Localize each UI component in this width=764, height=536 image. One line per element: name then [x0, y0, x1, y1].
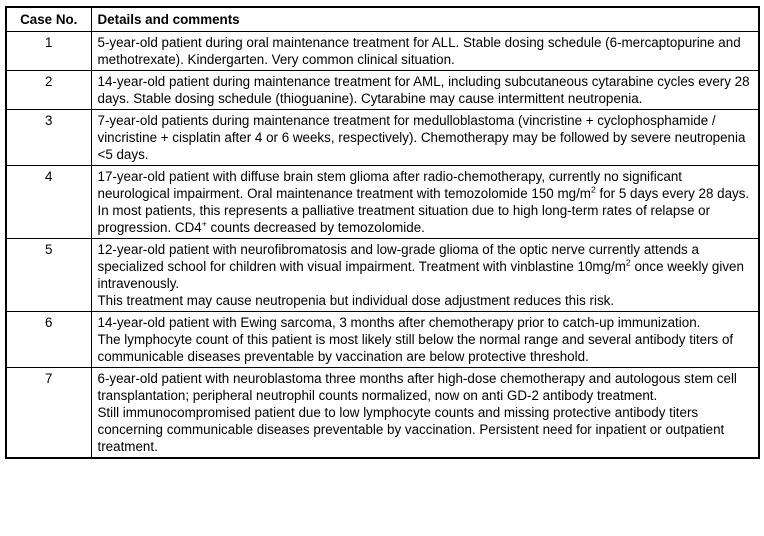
- case-table-body: [6, 32, 759, 459]
- details-paragraph: [98, 112, 753, 163]
- case-number-cell: 5: [6, 239, 91, 312]
- paragraph-text: counts decreased by temozolomide.: [206, 220, 425, 235]
- details-paragraph: [98, 331, 753, 365]
- case-number-cell: 2: [6, 71, 91, 110]
- paragraph-text: This treatment may cause neutropenia but individual dose adjustment reduces this risk.: [97, 293, 615, 308]
- details-paragraph: [98, 73, 753, 107]
- details-paragraph: [98, 34, 753, 68]
- paragraph-text: 7-year-old patients during maintenance treatment for medulloblastoma (vincristine + cyclophosphamide / vincristine + cisplatin after 4 or 6 weeks, respectively). Chemotherapy may be followed by severe neutropenia <5 days.: [97, 113, 746, 162]
- case-number-cell: 6: [6, 312, 91, 368]
- table-row: [6, 239, 759, 312]
- case-details-cell: [91, 239, 759, 312]
- case-number-cell: 4: [6, 166, 91, 239]
- paragraph-text: The lymphocyte count of this patient is most likely still below the normal range and several antibody titers of communicable diseases preventable by vaccination are below protective threshold.: [97, 332, 734, 364]
- details-paragraph: [98, 202, 753, 236]
- table-row: [6, 368, 759, 459]
- column-header-details: Details and comments: [91, 7, 759, 32]
- table-header-row: [6, 7, 759, 32]
- case-details-cell: [91, 110, 759, 166]
- case-details-cell: [91, 32, 759, 71]
- paragraph-text: 17-year-old patient with diffuse brain stem glioma after radio-chemotherapy, currently no significant neurological impairment. Oral maintenance treatment with temozolomide 150 mg/m: [97, 169, 683, 201]
- case-details-cell: [91, 368, 759, 459]
- table-row: [6, 110, 759, 166]
- case-number-cell: 1: [6, 32, 91, 71]
- case-details-cell: [91, 312, 759, 368]
- details-paragraph: [98, 292, 753, 309]
- table-row: [6, 166, 759, 239]
- table-row: [6, 312, 759, 368]
- paragraph-text: Still immunocompromised patient due to low lymphocyte counts and missing protective antibody titers concerning communicable diseases preventable by vaccination. Persistent need for inpatient or outpatient treatment.: [97, 405, 725, 454]
- column-header-case-no: Case No.: [6, 7, 91, 32]
- superscript-text: +: [201, 218, 207, 229]
- case-details-cell: [91, 71, 759, 110]
- superscript-text: 2: [625, 257, 631, 268]
- table-row: [6, 32, 759, 71]
- superscript-text: 2: [590, 184, 596, 195]
- table-row: [6, 71, 759, 110]
- paragraph-text: once weekly given intravenously.: [97, 259, 744, 291]
- details-paragraph: [98, 404, 753, 455]
- paragraph-text: 14-year-old patient with Ewing sarcoma, 3 months after chemotherapy prior to catch-up immunization.: [97, 315, 701, 330]
- paragraph-text: 5-year-old patient during oral maintenance treatment for ALL. Stable dosing schedule (6-mercaptopurine and methotrexate). Kindergarten. Very common clinical situation.: [97, 35, 741, 67]
- clinical-cases-table: [5, 6, 760, 459]
- details-paragraph: [98, 314, 753, 331]
- paragraph-text: 14-year-old patient during maintenance treatment for AML, including subcutaneous cytarabine cycles every 28 days. Stable dosing schedule (thioguanine). Cytarabine may cause intermittent neutropenia.: [97, 74, 750, 106]
- paragraph-text: 6-year-old patient with neuroblastoma three months after high-dose chemotherapy and autologous stem cell transplantation; peripheral neutrophil counts normalized, now on anti GD-2 antibody treatment.: [97, 371, 737, 403]
- case-number-cell: 7: [6, 368, 91, 459]
- details-paragraph: [98, 168, 753, 202]
- details-paragraph: [98, 370, 753, 404]
- paragraph-text: In most patients, this represents a palliative treatment situation due to high long-term rates of relapse or progression. CD4: [97, 203, 711, 235]
- details-paragraph: [98, 241, 753, 292]
- paragraph-text: for 5 days every 28 days.: [595, 186, 750, 201]
- paragraph-text: 12-year-old patient with neurofibromatosis and low-grade glioma of the optic nerve currently attends a specialized school for children with visual impairment. Treatment with vinblastine 10mg/m: [97, 242, 699, 274]
- case-number-cell: 3: [6, 110, 91, 166]
- case-details-cell: [91, 166, 759, 239]
